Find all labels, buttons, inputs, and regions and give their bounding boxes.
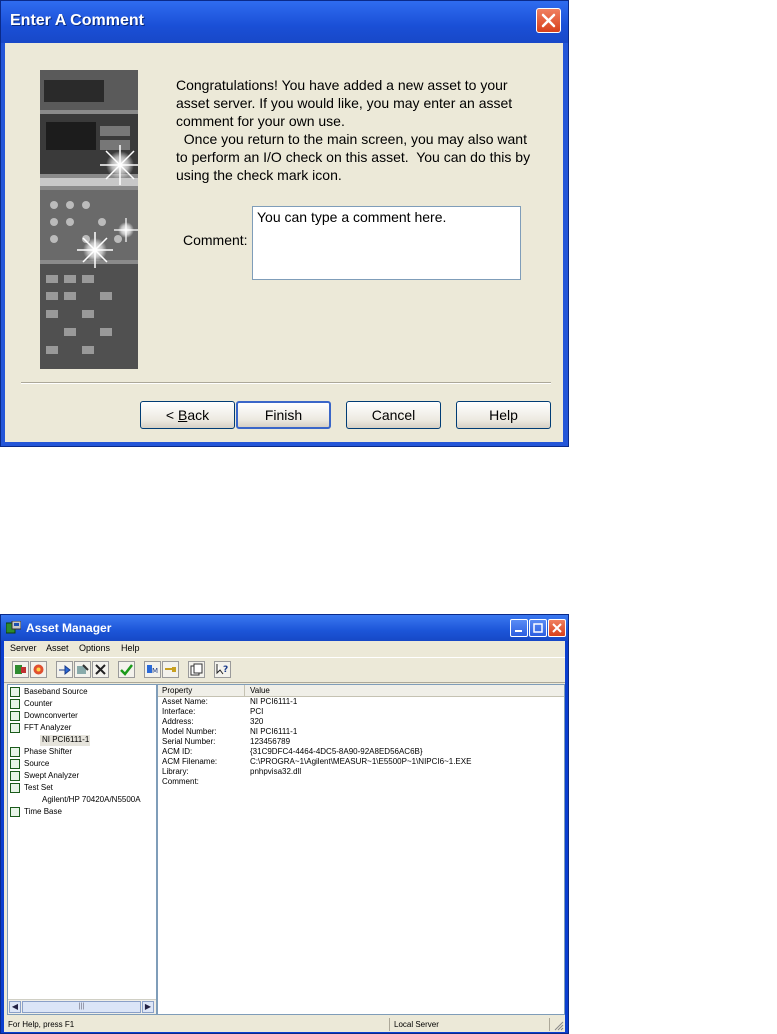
resize-grip-icon[interactable] bbox=[553, 1020, 564, 1031]
cancel-button[interactable]: Cancel bbox=[346, 401, 441, 429]
list-row[interactable] bbox=[158, 727, 564, 737]
maximize-icon bbox=[530, 620, 546, 636]
connect-server-button[interactable] bbox=[30, 661, 47, 678]
asset-manager-window bbox=[0, 614, 569, 1034]
tree-item-label: Swept Analyzer bbox=[24, 771, 80, 780]
minimize-button[interactable] bbox=[510, 619, 528, 637]
list-row[interactable] bbox=[158, 737, 564, 747]
baseband-source-icon bbox=[10, 687, 20, 697]
asset-manager-app-icon bbox=[6, 621, 21, 635]
new-server-button[interactable] bbox=[12, 661, 29, 678]
list-row[interactable] bbox=[158, 697, 564, 707]
list-header bbox=[158, 685, 564, 697]
list-row[interactable] bbox=[158, 707, 564, 717]
dialog-title: Enter A Comment bbox=[10, 12, 144, 29]
separator bbox=[21, 382, 551, 384]
column-divider[interactable] bbox=[244, 685, 245, 696]
properties-button[interactable] bbox=[188, 661, 205, 678]
svg-text:M: M bbox=[152, 667, 159, 675]
help-pointer-icon bbox=[215, 662, 230, 677]
connection-icon bbox=[163, 662, 178, 677]
tree-item-label: FFT Analyzer bbox=[24, 723, 72, 732]
edit-asset-icon bbox=[75, 662, 90, 677]
window-title-bar[interactable] bbox=[1, 615, 568, 641]
toolbar bbox=[4, 657, 565, 683]
tree-item-label: Counter bbox=[24, 699, 53, 708]
menu-asset[interactable]: Asset bbox=[46, 643, 69, 653]
tree-item-label: Agilent/HP 70420A/N5500A bbox=[42, 795, 141, 804]
delete-icon bbox=[93, 662, 108, 677]
add-asset-button[interactable] bbox=[56, 661, 73, 678]
delete-asset-button[interactable] bbox=[92, 661, 109, 678]
value-cell: PCI bbox=[250, 707, 264, 716]
back-label: < bbox=[165, 407, 178, 423]
device-manager-button[interactable] bbox=[144, 661, 161, 678]
comment-input[interactable] bbox=[252, 206, 521, 280]
scroll-thumb[interactable]: ||| bbox=[22, 1001, 141, 1013]
tree-item-label: Phase Shifter bbox=[24, 747, 73, 756]
list-row[interactable] bbox=[158, 757, 564, 767]
status-bar bbox=[4, 1017, 565, 1032]
tree-item-label: Source bbox=[24, 759, 50, 768]
intro-text bbox=[176, 76, 536, 184]
value-cell: {31C9DFC4-4464-4DC5-8A90-92A8ED56AC6B} bbox=[250, 747, 423, 756]
status-help-text: For Help, press F1 bbox=[8, 1020, 75, 1029]
dialog-body bbox=[5, 43, 563, 442]
column-header-value[interactable]: Value bbox=[250, 686, 270, 695]
scroll-left-button[interactable]: ◀ bbox=[9, 1001, 21, 1013]
list-row[interactable] bbox=[158, 717, 564, 727]
value-cell: NI PCI6111-1 bbox=[250, 697, 298, 706]
downconverter-icon bbox=[10, 711, 20, 721]
back-accelerator: B bbox=[177, 407, 188, 423]
window-title: Asset Manager bbox=[26, 621, 112, 635]
close-button[interactable] bbox=[536, 8, 561, 33]
properties-list[interactable] bbox=[157, 684, 565, 1015]
status-divider bbox=[549, 1018, 550, 1031]
edit-asset-button[interactable] bbox=[74, 661, 91, 678]
scroll-right-button[interactable]: ▶ bbox=[142, 1001, 154, 1013]
fft-analyzer-icon bbox=[10, 723, 20, 733]
counter-icon bbox=[10, 699, 20, 709]
tree-item-label: Baseband Source bbox=[24, 687, 88, 696]
list-row[interactable] bbox=[158, 747, 564, 757]
menu-options[interactable]: Options bbox=[79, 643, 111, 653]
swept-analyzer-icon bbox=[10, 771, 20, 781]
phase-shifter-icon bbox=[10, 747, 20, 757]
property-cell: Serial Number: bbox=[162, 737, 216, 746]
equipment-photo bbox=[40, 70, 138, 369]
window-client bbox=[4, 641, 565, 1032]
property-cell: Address: bbox=[162, 717, 194, 726]
maximize-button[interactable] bbox=[529, 619, 547, 637]
property-cell: Asset Name: bbox=[162, 697, 208, 706]
value-cell: 123456789 bbox=[250, 737, 291, 746]
value-cell: C:\PROGRA~1\Agilent\MEASUR~1\E5500P~1\NIPCI6~1.EXE bbox=[250, 757, 472, 766]
menu-server[interactable]: Server bbox=[10, 643, 37, 653]
time-base-icon bbox=[10, 807, 20, 817]
property-cell: ACM ID: bbox=[162, 747, 193, 756]
property-cell: Model Number: bbox=[162, 727, 217, 736]
connect-button[interactable] bbox=[162, 661, 179, 678]
test-set-icon bbox=[10, 783, 20, 793]
dialog-title-bar[interactable] bbox=[1, 1, 568, 43]
property-cell: Interface: bbox=[162, 707, 196, 716]
window-close-button[interactable] bbox=[548, 619, 566, 637]
properties-icon bbox=[189, 662, 204, 677]
list-row[interactable] bbox=[158, 777, 564, 787]
comment-label: Comment: bbox=[183, 232, 248, 248]
check-mark-icon bbox=[119, 662, 134, 677]
back-label-rest: ack bbox=[187, 407, 210, 423]
property-cell: Comment: bbox=[162, 777, 199, 786]
close-icon bbox=[549, 620, 565, 636]
tree-item-label: Test Set bbox=[24, 783, 53, 792]
value-cell: pnhpvisa32.dll bbox=[250, 767, 302, 776]
status-divider bbox=[389, 1018, 390, 1031]
tree-item-label: Time Base bbox=[24, 807, 62, 816]
tree-item-label: Downconverter bbox=[24, 711, 78, 720]
io-check-button[interactable] bbox=[118, 661, 135, 678]
menu-bar bbox=[4, 641, 565, 655]
tree-horizontal-scrollbar[interactable] bbox=[8, 999, 156, 1014]
globe-icon bbox=[31, 662, 46, 677]
property-cell: ACM Filename: bbox=[162, 757, 218, 766]
back-button[interactable] bbox=[140, 401, 235, 429]
device-manager-icon bbox=[145, 662, 160, 677]
source-icon bbox=[10, 759, 20, 769]
context-help-button[interactable] bbox=[214, 661, 231, 678]
help-button[interactable]: Help bbox=[456, 401, 551, 429]
enter-comment-dialog bbox=[0, 0, 569, 447]
add-asset-icon bbox=[57, 662, 72, 677]
server-icon bbox=[13, 662, 28, 677]
status-server-text: Local Server bbox=[394, 1020, 439, 1029]
minimize-icon bbox=[511, 620, 527, 636]
property-cell: Library: bbox=[162, 767, 189, 776]
value-cell: NI PCI6111-1 bbox=[250, 727, 298, 736]
value-cell: 320 bbox=[250, 717, 264, 726]
intro-paragraph: Once you return to the main screen, you may also want to perform an I/O check on this asset. You can do this by using the check mark icon. bbox=[176, 131, 534, 183]
close-icon bbox=[541, 13, 556, 28]
finish-button[interactable]: Finish bbox=[236, 401, 331, 429]
svg-text:?: ? bbox=[223, 665, 229, 675]
list-row[interactable] bbox=[158, 767, 564, 777]
intro-paragraph: Congratulations! You have added a new asset to your asset server. If you would like, you may enter an asset comment for your own use. bbox=[176, 77, 513, 129]
tree-item-ni-pci6111[interactable] bbox=[40, 735, 90, 746]
asset-tree[interactable] bbox=[7, 684, 157, 1015]
column-header-property[interactable]: Property bbox=[162, 686, 193, 695]
menu-help[interactable]: Help bbox=[121, 643, 140, 653]
tree-item-label: NI PCI6111-1 bbox=[42, 735, 90, 744]
